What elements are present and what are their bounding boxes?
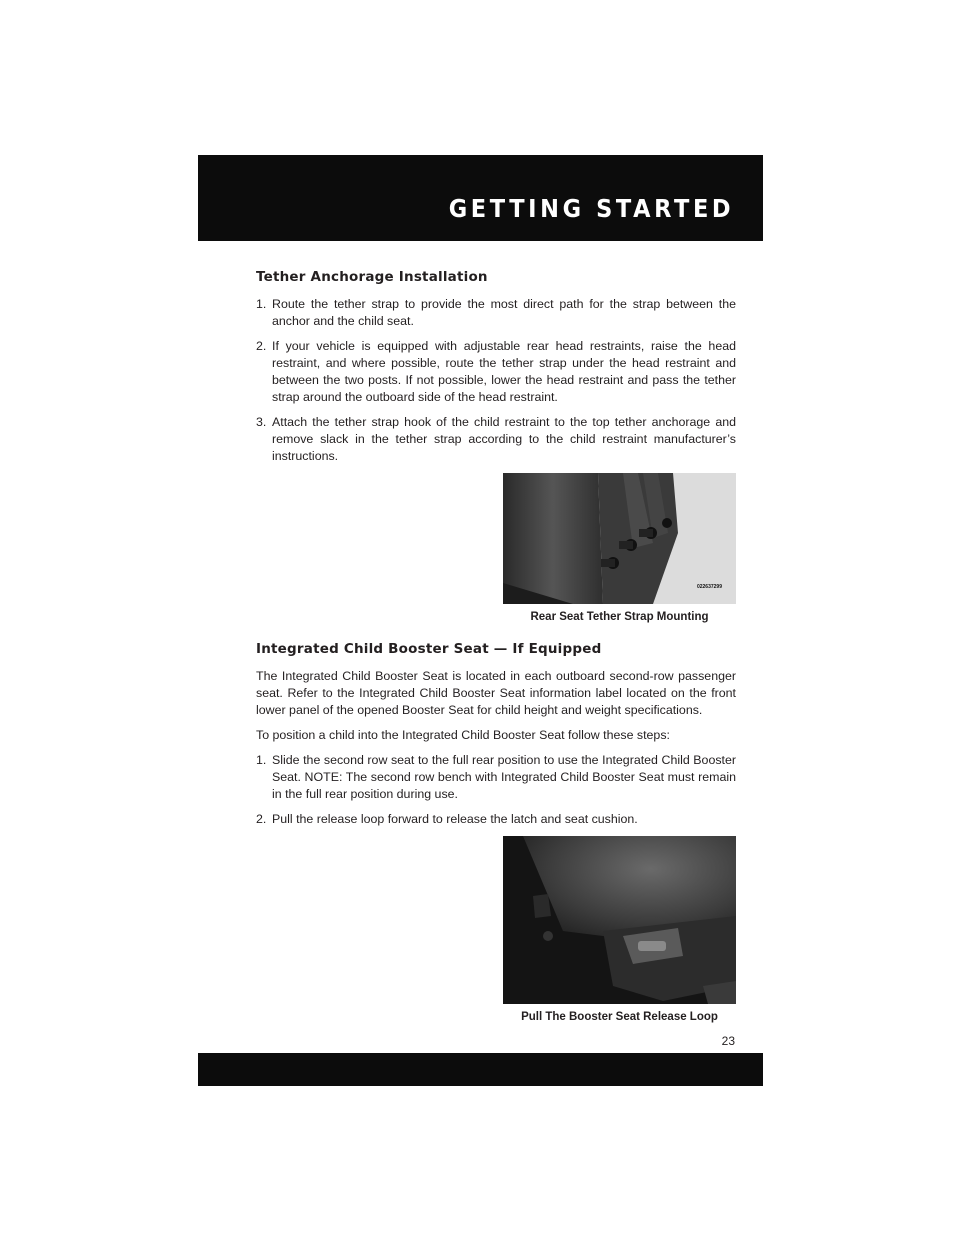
tether-heading: Tether Anchorage Installation: [256, 269, 488, 285]
section-title: GETTING STARTED: [448, 194, 734, 223]
tether-steps: [256, 296, 736, 465]
list-item: 2. Pull the release loop forward to release the latch and seat cushion.: [256, 812, 638, 826]
booster-intro: The Integrated Child Booster Seat is located in each outboard second-row passenger seat. Refer to the Integrated Child Booster Seat information label located on the front lower panel of the opened Booster Seat for child height and weight specifications.: [256, 669, 736, 717]
booster-seat-photo: [503, 836, 736, 1004]
tether-figure: [503, 473, 736, 624]
booster-steps: [256, 752, 736, 828]
page-content: [256, 268, 736, 1024]
footer-bar: [198, 1053, 763, 1086]
list-item: 2. If your vehicle is equipped with adjustable rear head restraints, raise the head restraint, and where possible, route the tether strap under the head restraint and between the two posts. If not possible, lower the head restraint and pass the tether strap around the outboard side of the head restraint.: [256, 339, 736, 404]
tether-figure-caption: Rear Seat Tether Strap Mounting: [530, 611, 709, 623]
booster-figure: [503, 836, 736, 1024]
booster-heading: Integrated Child Booster Seat — If Equipped: [256, 641, 602, 657]
list-item: 1. Slide the second row seat to the full rear position to use the Integrated Child Booster Seat. NOTE: The second row bench with Integrated Child Booster Seat must remain in the full rear position during use.: [256, 753, 736, 801]
page-number: 23: [721, 1034, 735, 1048]
booster-figure-caption: Pull The Booster Seat Release Loop: [521, 1011, 718, 1023]
rear-seat-tether-photo: [503, 473, 736, 604]
booster-lead: To position a child into the Integrated Child Booster Seat follow these steps:: [256, 728, 670, 742]
image-code: 022637299: [696, 584, 722, 590]
list-item: 3. Attach the tether strap hook of the child restraint to the top tether anchorage and remove slack in the tether strap according to the child restraint manufacturer’s instructions.: [256, 415, 736, 463]
booster-seat-illustration: [503, 836, 736, 1004]
list-item: 1. Route the tether strap to provide the most direct path for the strap between the anchor and the child seat.: [256, 297, 736, 328]
